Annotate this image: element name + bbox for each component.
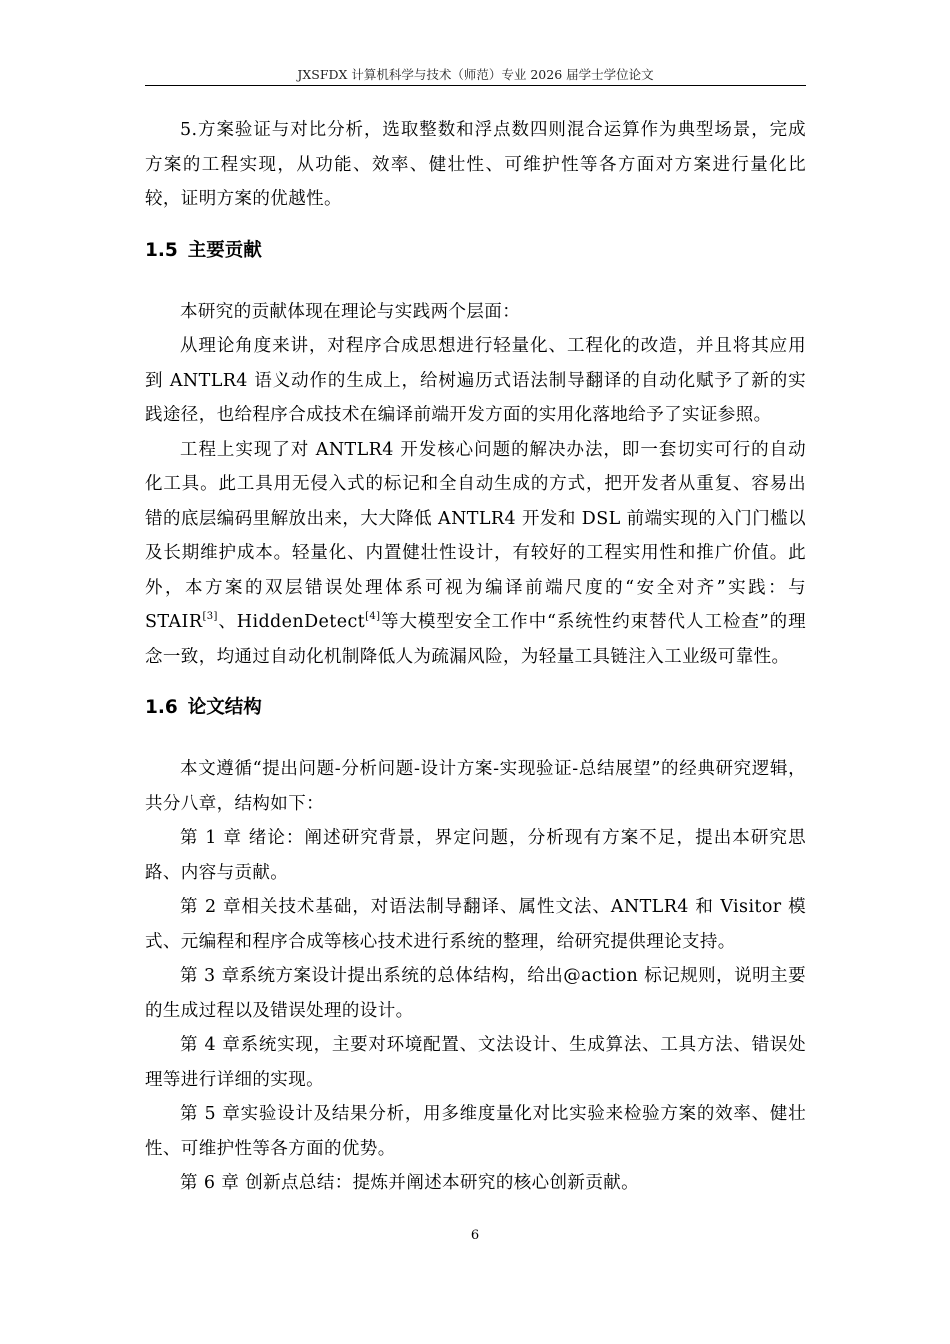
page-body — [145, 113, 806, 1201]
text-segment: 、HiddenDetect — [217, 612, 366, 632]
paragraph-structure-intro: 本文遵循“提出问题-分析问题-设计方案-实现验证-总结展望”的经典研究逻辑，共分八章，结构如下： — [145, 759, 806, 814]
chapter-summary: 第 4 章系统实现，主要对环境配置、文法设计、生成算法、工具方法、错误处理等进行详细的实现。 — [145, 1035, 806, 1090]
chapter-summary: 第 3 章系统方案设计提出系统的总体结构，给出@action 标记规则，说明主要的生成过程以及错误处理的设计。 — [145, 966, 806, 1021]
text-segment: 工程上实现了对 ANTLR4 开发核心问题的解决办法，即一套切实可行的自动化工具。此工具用无侵入式的标记和全自动生成的方式，把开发者从重复、容易出错的底层编码里解放出来，大大降低 ANTLR4 开发和 DSL 前端实现的入门门槛以及长期维护成本。轻量化、内置健壮性设计，有较好的工程实用性和推广价值。此外，本方案的双层错误处理体系可视为编译前端尺度的“安全对齐”实践：与 STAIR — [145, 439, 806, 632]
paragraph-intro: 5.方案验证与对比分析，选取整数和浮点数四则混合运算作为典型场景，完成方案的工程实现，从功能、效率、健壮性、可维护性等各方面对方案进行量化比较，证明方案的优越性。 — [145, 120, 806, 209]
chapter-summary: 第 2 章相关技术基础，对语法制导翻译、属性文法、ANTLR4 和 Visitor 模式、元编程和程序合成等核心技术进行系统的整理，给研究提供理论支持。 — [145, 897, 806, 952]
section-heading-1-6 — [145, 696, 806, 720]
running-header: JXSFDX 计算机科学与技术（师范）专业 2026 届学士学位论文 — [297, 67, 654, 82]
section-number: 1.5 — [145, 239, 178, 261]
section-number: 1.6 — [145, 697, 178, 718]
section-title: 论文结构 — [187, 697, 262, 718]
header-divider — [145, 85, 806, 86]
page-number: 6 — [470, 1228, 480, 1243]
citation-ref: [3] — [202, 611, 218, 623]
chapter-summary: 第 1 章 绪论：阐述研究背景，界定问题，分析现有方案不足，提出本研究思路、内容与贡献。 — [145, 828, 806, 883]
text-segment: 等大模型安全工作中“系统性约束替代人工检查”的理念一致，均通过自动化机制降低人为疏漏风险，为轻量工具链注入工业级可靠性。 — [145, 612, 806, 667]
paragraph-contrib-engineering — [145, 433, 806, 675]
section-title: 主要贡献 — [187, 239, 262, 261]
chapter-summary: 第 5 章实验设计及结果分析，用多维度量化对比实验来检验方案的效率、健壮性、可维护性等各方面的优势。 — [145, 1104, 806, 1159]
paragraph-contrib-theory: 从理论角度来讲，对程序合成思想进行轻量化、工程化的改造，并且将其应用到 ANTLR4 语义动作的生成上，给树遍历式语法制导翻译的自动化赋予了新的实践途径，也给程序合成技术在编译前端开发方面的实用化落地给予了实证参照。 — [145, 336, 806, 425]
chapter-summary: 第 6 章 创新点总结：提炼并阐述本研究的核心创新贡献。 — [180, 1173, 640, 1193]
paragraph-contrib-intro: 本研究的贡献体现在理论与实践两个层面： — [180, 301, 521, 322]
citation-ref: [4] — [365, 611, 381, 623]
section-heading-1-5 — [145, 239, 806, 263]
